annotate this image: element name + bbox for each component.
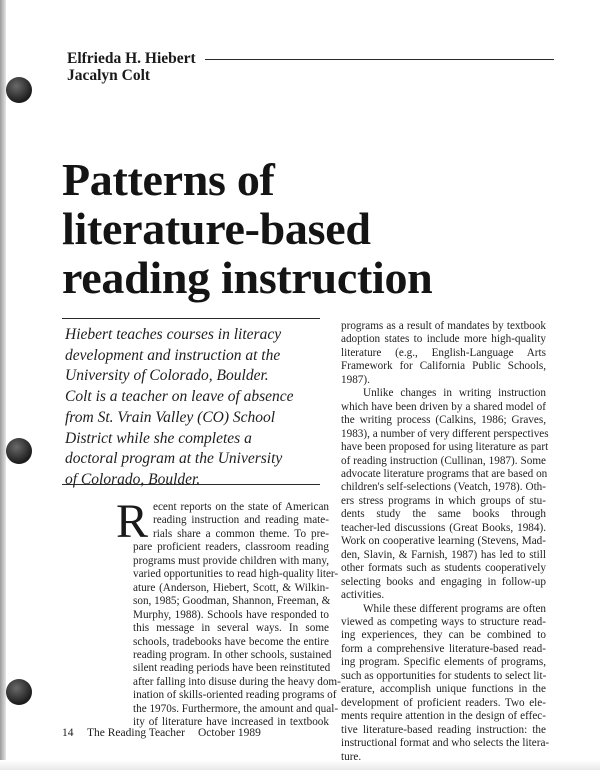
bio-line: University of Colorado, Boulder. (65, 367, 269, 385)
text-line: literature (e.g., English-Language Arts (341, 346, 546, 359)
binder-hole-bottom (6, 679, 32, 705)
text-line: ature (Anderson, Hiebert, Scott, & Wilkin- (133, 581, 329, 594)
title-line-3: reading instruction (62, 252, 433, 303)
text-line: 1987). (341, 373, 370, 386)
text-line: While these different programs are often (363, 602, 546, 615)
body-column-left (133, 501, 341, 730)
text-line: ments require attention in the design of effec- (341, 710, 546, 723)
text-line: 1983), a number of very different perspectives (341, 427, 549, 440)
text-line: of reading instruction (Cullinan, 1987). Some (341, 454, 546, 467)
text-line: schools, tradebooks have become the entire (133, 635, 329, 648)
author-1: Elfrieda H. Hiebert (67, 50, 196, 67)
title-line-1: Patterns of (62, 154, 275, 205)
footer-journal: The Reading Teacher (87, 727, 185, 739)
text-line: ing program. Specific elements of programs, (341, 656, 546, 669)
bio-line: doctoral program at the University (65, 450, 283, 468)
text-line: ecent reports on the state of American (153, 501, 329, 513)
text-line: development of proficient readers. Two ele- (341, 696, 546, 709)
binder-hole-top (6, 77, 32, 103)
text-line: programs must provide children with many, (133, 554, 329, 567)
text-line: this message in several ways. In some (133, 622, 329, 635)
text-line: the 1970s. Furthermore, the amount and qual- (133, 702, 339, 715)
text-line: rials share a common theme. To pre- (153, 527, 329, 540)
text-line: activities. (341, 589, 385, 602)
text-line: selecting books and engaging in follow-up (341, 575, 546, 588)
bio-rule-bottom (62, 484, 320, 485)
text-line: varied opportunities to read high-quality liter- (133, 568, 339, 581)
text-line: form a comprehensive literature-based read- (341, 642, 546, 655)
text-line: viewed as competing ways to structure read- (341, 615, 546, 628)
text-line: ity of literature have increased in textbook (133, 716, 329, 729)
text-line: tive literature-based reading instruction: the (341, 723, 546, 736)
bio-line: District while she completes a (65, 429, 252, 447)
text-line: dents study the same books through (341, 508, 546, 521)
drop-cap: R (116, 495, 149, 548)
text-line: such as opportunities for students to select lit- (341, 669, 547, 682)
text-line: ination of skills-oriented reading programs of (133, 689, 337, 702)
text-line: silent reading periods have been reinstituted (133, 662, 331, 675)
page-edge-shadow (0, 0, 6, 770)
text-line: son, 1985; Goodman, Shannon, Freeman, & (133, 595, 331, 608)
text-line: advocate literature programs that are based on (341, 467, 548, 480)
footer-date: October 1989 (198, 727, 261, 739)
author-2: Jacalyn Colt (67, 67, 151, 84)
author-bio (65, 325, 330, 491)
text-line: ers stress programs in which groups of stu- (341, 494, 546, 507)
text-line: teacher-led discussions (Great Books, 1984). (341, 521, 546, 534)
text-line: erature, accomplish unique functions in the (341, 683, 546, 696)
text-line: reading instruction and reading mate- (153, 514, 329, 527)
author-rule (205, 59, 554, 60)
text-line: children's self-selections (Veatch, 1978). Oth- (341, 481, 546, 494)
text-line: ture. (341, 750, 362, 763)
footer-page-number: 14 (62, 727, 74, 739)
text-line: Work on cooperative learning (Stevens, Mad- (341, 535, 546, 548)
text-line: instructional format and who selects the litera- (341, 737, 550, 750)
bio-line: Hiebert teaches courses in literacy (65, 326, 282, 343)
text-line: Murphy, 1988). Schools have responded to (133, 608, 329, 621)
text-line: reading program. In other schools, sustained (133, 648, 332, 661)
title-line-2: literature-based (62, 203, 371, 254)
text-line: ing experiences, they can be combined to (341, 629, 546, 642)
text-line: den, Slavin, & Farnish, 1987) has led to still (341, 548, 546, 561)
binder-hole-middle (6, 438, 32, 464)
bio-line: Colt is a teacher on leave of absence (65, 388, 294, 406)
text-line: Framework for California Public Schools, (341, 360, 546, 373)
text-line: pare proficient readers, classroom reading (133, 541, 329, 554)
text-line: which have been driven by a shared model of (341, 400, 546, 413)
bio-rule-top (62, 318, 320, 319)
text-line: programs as a result of mandates by textbook (341, 320, 546, 332)
text-line: Unlike changes in writing instruction (363, 387, 546, 400)
text-line: adoption states to include more high-quality (341, 333, 546, 346)
bio-line: from St. Vrain Valley (CO) School (65, 408, 276, 426)
text-line: after falling into disuse during the heavy dom- (133, 675, 341, 688)
bio-line: development and instruction at the (65, 346, 281, 364)
text-line: have been proposed for using literature as part (341, 441, 549, 454)
text-line: the writing process (Calkins, 1986; Graves, (341, 414, 546, 427)
bio-line: of Colorado, Boulder. (65, 470, 201, 488)
body-column-right (341, 320, 550, 764)
text-line: other formats such as students cooperatively (341, 562, 546, 575)
